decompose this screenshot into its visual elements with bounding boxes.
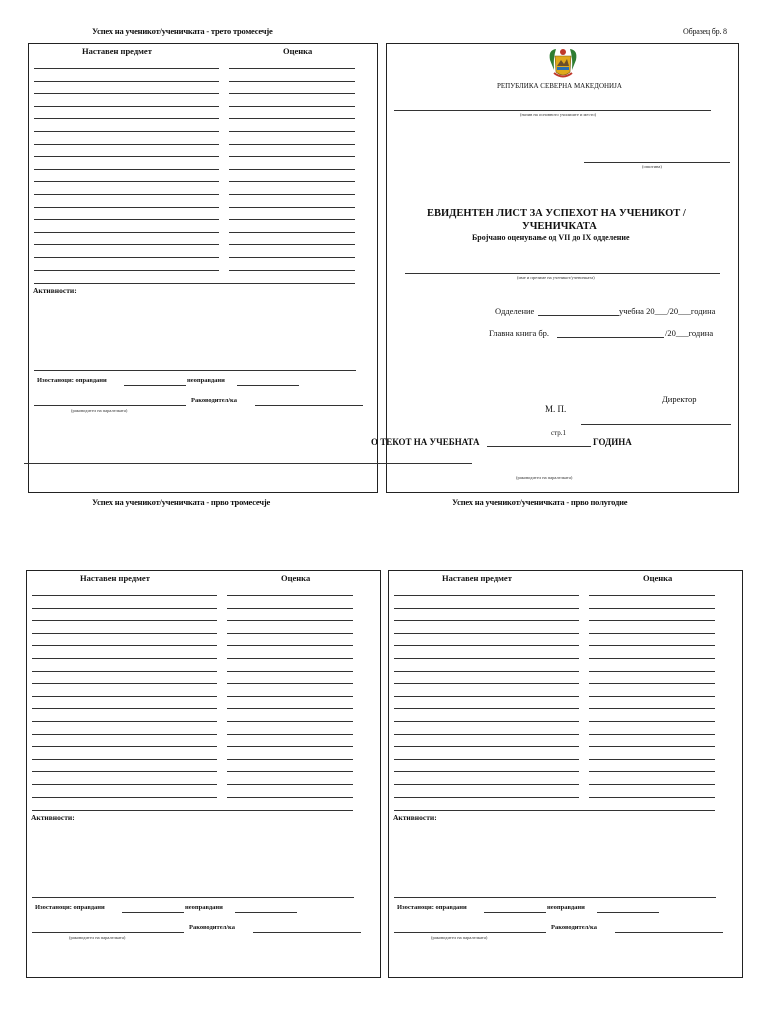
grade-line[interactable] (227, 734, 353, 735)
register-year: /20___година (665, 328, 714, 338)
grade-line[interactable] (229, 144, 355, 145)
subject-line[interactable] (394, 683, 579, 684)
table-bottom-line (34, 283, 355, 284)
subject-line[interactable] (32, 671, 217, 672)
class-label: Одделение (495, 306, 535, 316)
grade-line[interactable] (589, 696, 715, 697)
grade-line[interactable] (589, 633, 715, 634)
grade-line[interactable] (227, 797, 353, 798)
grade-line[interactable] (227, 721, 353, 722)
unexcused-label: неоправдани (185, 904, 223, 911)
title-line-1: ЕВИДЕНТЕН ЛИСТ ЗА УСПЕХОТ НА УЧЕНИКОТ / (427, 208, 686, 219)
unexcused-label: неоправдани (187, 377, 225, 384)
school-caption: (назив на основното училиште и место) (520, 112, 597, 117)
activities-line[interactable] (32, 897, 354, 898)
teacher-label: Раководител/ка (189, 924, 235, 931)
state-emblem-icon (547, 46, 579, 80)
table-bottom-line (394, 810, 715, 811)
school-line[interactable] (394, 110, 711, 111)
grade-line[interactable] (227, 759, 353, 760)
subject-line[interactable] (32, 645, 217, 646)
grade-line[interactable] (589, 784, 715, 785)
subject-line[interactable] (34, 257, 219, 258)
grade-panel-top-left (28, 43, 378, 493)
absences-label: Изостаноци: оправдани (397, 904, 467, 911)
grade-panel-bottom-left (26, 570, 381, 978)
grade-line[interactable] (589, 771, 715, 772)
grade-line[interactable] (229, 207, 355, 208)
activities-label: Активности: (393, 813, 437, 822)
municipality-line[interactable] (584, 162, 730, 163)
country-name: РЕПУБЛИКА СЕВЕРНА МАКЕДОНИЈА (497, 82, 622, 90)
subject-line[interactable] (394, 620, 579, 621)
grade-header: Оценка (281, 573, 311, 583)
grade-line[interactable] (227, 658, 353, 659)
subject-line[interactable] (394, 696, 579, 697)
subject-line[interactable] (394, 608, 579, 609)
grade-line[interactable] (227, 671, 353, 672)
grade-line[interactable] (229, 131, 355, 132)
grade-line[interactable] (589, 708, 715, 709)
grade-header: Оценка (283, 46, 313, 56)
subject-line[interactable] (34, 244, 219, 245)
teacher-name-line[interactable] (253, 932, 361, 933)
grade-line[interactable] (229, 106, 355, 107)
grade-line[interactable] (229, 118, 355, 119)
class-line[interactable] (538, 315, 619, 316)
grade-panel-bottom-right (388, 570, 743, 978)
grade-line[interactable] (229, 232, 355, 233)
grade-line[interactable] (227, 784, 353, 785)
subject-line[interactable] (394, 721, 579, 722)
unexcused-line[interactable] (235, 912, 297, 913)
grade-line[interactable] (227, 696, 353, 697)
subject-line[interactable] (394, 759, 579, 760)
subject-header: Наставен предмет (442, 573, 512, 583)
absences-label: Изостаноци: оправдани (35, 904, 105, 911)
school-year: учебна 20___/20___година (619, 306, 716, 316)
teacher-label: Раководител/ка (551, 924, 597, 931)
excused-line[interactable] (124, 385, 186, 386)
student-name-line[interactable] (405, 273, 720, 274)
teacher-name-line[interactable] (615, 932, 723, 933)
grade-line[interactable] (227, 771, 353, 772)
bottom-caption-left: Успех на ученикот/ученичката - прво тромесечје (92, 497, 271, 507)
overflow-underline (24, 463, 472, 464)
grade-line[interactable] (227, 683, 353, 684)
cover-panel (386, 43, 739, 493)
activities-line[interactable] (34, 370, 356, 371)
subject-line[interactable] (34, 232, 219, 233)
grade-line[interactable] (589, 683, 715, 684)
grade-line[interactable] (227, 746, 353, 747)
subject-line[interactable] (34, 81, 219, 82)
page-number: стр.1 (551, 429, 567, 437)
student-caption: (име и презиме на ученикот/ученичката) (517, 275, 595, 280)
overflow-year: ГОДИНА (593, 437, 632, 447)
subject-line[interactable] (34, 169, 219, 170)
subject-line[interactable] (34, 93, 219, 94)
grade-line[interactable] (227, 633, 353, 634)
subject-line[interactable] (32, 797, 217, 798)
grade-line[interactable] (589, 595, 715, 596)
subject-line[interactable] (32, 633, 217, 634)
subject-line[interactable] (32, 771, 217, 772)
grade-line[interactable] (229, 244, 355, 245)
grade-line[interactable] (229, 169, 355, 170)
unexcused-line[interactable] (237, 385, 299, 386)
subtitle: Бројчано оценување од VII до IX одделение (472, 233, 630, 242)
grade-line[interactable] (589, 620, 715, 621)
director-label: Директор (662, 394, 697, 404)
grade-line[interactable] (229, 81, 355, 82)
subject-line[interactable] (394, 784, 579, 785)
subject-line[interactable] (34, 68, 219, 69)
subject-line[interactable] (394, 708, 579, 709)
top-caption-left: Успех на ученикот/ученичката - трето тромесечје (92, 26, 273, 36)
teacher-name-line[interactable] (255, 405, 363, 406)
grade-line[interactable] (589, 759, 715, 760)
subject-line[interactable] (394, 658, 579, 659)
activities-label: Активности: (31, 813, 75, 822)
subject-line[interactable] (394, 671, 579, 672)
subject-line[interactable] (34, 219, 219, 220)
subject-line[interactable] (34, 156, 219, 157)
grade-line[interactable] (227, 608, 353, 609)
grade-header: Оценка (643, 573, 673, 583)
teacher-signature-line[interactable] (34, 405, 186, 406)
subject-line[interactable] (394, 734, 579, 735)
table-bottom-line (32, 810, 353, 811)
unexcused-label: неоправдани (547, 904, 585, 911)
activities-label: Активности: (33, 286, 77, 295)
subject-line[interactable] (394, 633, 579, 634)
grade-line[interactable] (589, 721, 715, 722)
subject-line[interactable] (394, 771, 579, 772)
subject-line[interactable] (32, 708, 217, 709)
grade-line[interactable] (229, 219, 355, 220)
subject-header: Наставен предмет (82, 46, 152, 56)
overflow-text: О ТЕКОТ НА УЧЕБНАТА (371, 437, 480, 447)
grade-line[interactable] (229, 156, 355, 157)
form-number: Образец бр. 8 (683, 27, 727, 36)
grade-line[interactable] (589, 671, 715, 672)
teacher-signature-line[interactable] (394, 932, 546, 933)
grade-line[interactable] (227, 645, 353, 646)
subject-line[interactable] (34, 207, 219, 208)
grade-line[interactable] (229, 68, 355, 69)
register-line[interactable] (557, 337, 664, 338)
subject-line[interactable] (32, 784, 217, 785)
grade-line[interactable] (589, 734, 715, 735)
subject-line[interactable] (34, 118, 219, 119)
excused-line[interactable] (484, 912, 546, 913)
grade-line[interactable] (589, 608, 715, 609)
signature-caption: (раководител на паралелката) (71, 408, 128, 413)
grade-line[interactable] (229, 181, 355, 182)
municipality-caption: (општина) (642, 164, 662, 169)
subject-line[interactable] (32, 759, 217, 760)
director-signature-line[interactable] (581, 424, 731, 425)
absences-label: Изостаноци: оправдани (37, 377, 107, 384)
grade-line[interactable] (589, 797, 715, 798)
register-label: Главна книга бр. (489, 328, 550, 338)
grade-line[interactable] (589, 658, 715, 659)
subject-line[interactable] (394, 595, 579, 596)
bottom-caption-right: Успех на ученикот/ученичката - прво полугодие (452, 497, 628, 507)
subject-line[interactable] (394, 746, 579, 747)
overflow-line[interactable] (487, 446, 591, 447)
grade-line[interactable] (229, 93, 355, 94)
subject-line[interactable] (32, 721, 217, 722)
subject-line[interactable] (32, 595, 217, 596)
cover-bottom-caption: (раководител на паралелката) (516, 475, 573, 480)
grade-line[interactable] (589, 746, 715, 747)
subject-line[interactable] (34, 270, 219, 271)
grade-line[interactable] (229, 194, 355, 195)
signature-caption: (раководител на паралелката) (431, 935, 488, 940)
teacher-label: Раководител/ка (191, 397, 237, 404)
subject-line[interactable] (32, 734, 217, 735)
activities-line[interactable] (394, 897, 716, 898)
stamp-label: М. П. (545, 404, 567, 414)
grade-line[interactable] (229, 270, 355, 271)
grade-line[interactable] (229, 257, 355, 258)
subject-line[interactable] (32, 658, 217, 659)
subject-line[interactable] (394, 645, 579, 646)
grade-line[interactable] (227, 595, 353, 596)
grade-line[interactable] (589, 645, 715, 646)
subject-line[interactable] (394, 797, 579, 798)
grade-line[interactable] (227, 620, 353, 621)
grade-line[interactable] (227, 708, 353, 709)
unexcused-line[interactable] (597, 912, 659, 913)
subject-line[interactable] (32, 746, 217, 747)
subject-header: Наставен предмет (80, 573, 150, 583)
subject-line[interactable] (34, 106, 219, 107)
subject-line[interactable] (32, 620, 217, 621)
subject-line[interactable] (32, 696, 217, 697)
subject-line[interactable] (34, 194, 219, 195)
subject-line[interactable] (34, 131, 219, 132)
title-line-2: УЧЕНИЧКАТА (522, 221, 597, 232)
excused-line[interactable] (122, 912, 184, 913)
subject-line[interactable] (32, 608, 217, 609)
subject-line[interactable] (32, 683, 217, 684)
subject-line[interactable] (34, 144, 219, 145)
subject-line[interactable] (34, 181, 219, 182)
signature-caption: (раководител на паралелката) (69, 935, 126, 940)
teacher-signature-line[interactable] (32, 932, 184, 933)
